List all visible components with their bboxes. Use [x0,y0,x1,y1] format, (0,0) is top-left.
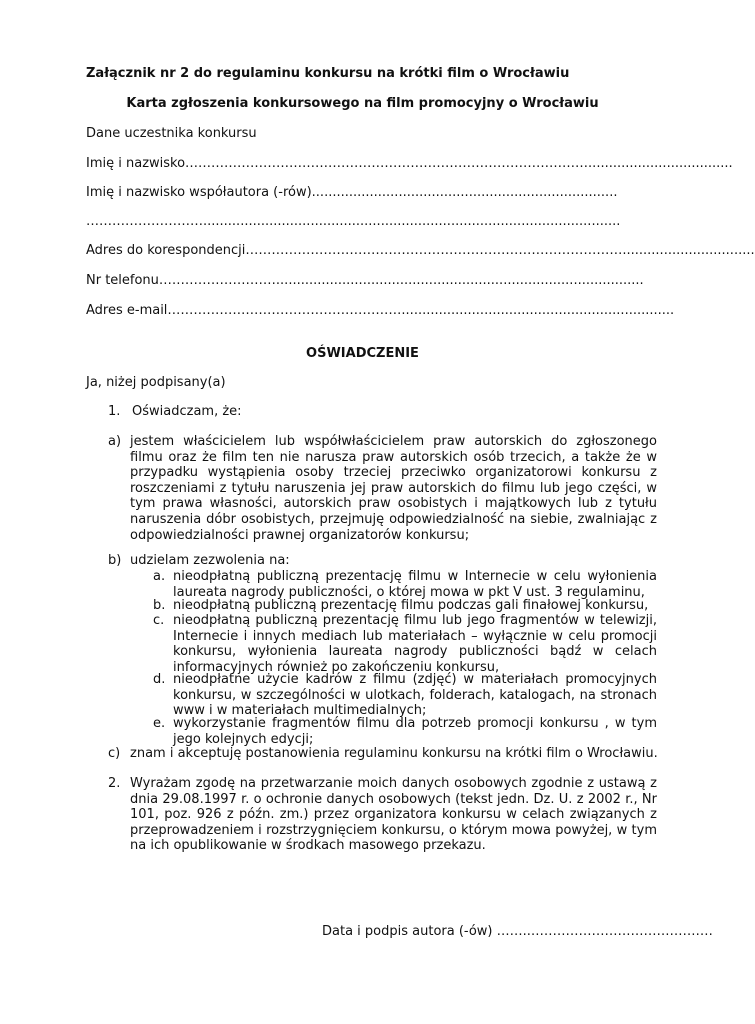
item-b-e-text: wykorzystanie fragmentów filmu dla potrzeb promocji konkursu , w tym jego kolejnych edycji; [173,716,657,747]
attachment-title: Załącznik nr 2 do regulaminu konkursu na krótki film o Wrocławiu [86,66,570,81]
item-a-label: a) [108,434,122,449]
item-b-d-label: d. [153,672,166,687]
item-1-number: 1. [108,404,121,419]
item-1-text: Oświadczam, że: [132,404,242,419]
item-b-c-text: nieodpłatną publiczną prezentację filmu lub jego fragmentów w telewizji, Internecie i innych mediach lub materiałach – wyłącznie w celu promocji konkursu, wyłonienia laureata nagrody publiczności bądź w celach informacyjnych również po zakończeniu konkursu, [173,613,657,675]
address-field[interactable]: Adres do korespondencji……………………………………………………………………………................................ [86,243,755,258]
item-b-d-text: nieodpłatne użycie kadrów z filmu (zdjęć) w materiałach promocyjnych konkursu, w szczególności w ulotkach, folderach, katalogach, na stronach www i w materiałach multimedialnych; [173,672,657,719]
item-a-text: jestem właścicielem lub współwłaścicielem praw autorskich do zgłoszonego filmu oraz że film ten nie narusza praw autorskich osób trzecich, a także że w przypadku wystąpienia osoby trzeciej przeciwko organizatorowi konkursu z roszczeniami z tytułu naruszenia jej praw autorskich do filmu lub jego części, w tym prawa własności, autorskich praw osobistych i majątkowych lub z tytułu naruszenia dóbr osobistych, przejmuję odpowiedzialność na siebie, zwalniając z odpowiedzialności prawnej organizatorów konkursu; [130,434,657,543]
form-title: Karta zgłoszenia konkursowego na film promocyjny o Wrocławiu [126,96,599,111]
item-b-b-label: b. [153,598,166,613]
participant-section-label: Dane uczestnika konkursu [86,126,257,141]
item-2-number: 2. [108,776,121,791]
item-b-a-label: a. [153,569,166,584]
item-2-text: Wyrażam zgodę na przetwarzanie moich danych osobowych zgodnie z ustawą z dnia 29.08.1997 r. o ochronie danych osobowych (tekst jedn. Dz. U. z 2002 r., Nr 101, poz. 926 z późn. zm.) przez organizatora konkursu w celach związanych z przeprowadzeniem i rozstrzygnięciem konkursu, o którym mowa powyżej, w tym na ich opublikowanie w środkach masowego przekazu. [130,776,657,854]
item-b-a-text: nieodpłatną publiczną prezentację filmu w Internecie w celu wyłonienia laureata nagrody publiczności, o której mowa w pkt V ust. 3 regulaminu, [173,569,657,600]
item-b-text: udzielam zezwolenia na: [130,553,290,568]
item-c-label: c) [108,746,121,761]
coauthor-field[interactable]: Imię i nazwisko współautora (-rów).......................................................................... [86,185,618,200]
item-b-e-label: e. [153,716,166,731]
coauthor-field-continuation[interactable]: ………………………..................................................................................................... [86,214,621,229]
declaration-title: OŚWIADCZENIE [306,346,419,361]
declaration-intro: Ja, niżej podpisany(a) [86,375,226,390]
signature-line[interactable]: Data i podpis autora (-ów) ……..…………………………………… [322,924,713,939]
email-field[interactable]: Adres e-mail……………………………………………….................................................................. [86,303,675,318]
phone-field[interactable]: Nr telefonu………………………......................................................................................... [86,273,644,288]
name-field[interactable]: Imię i nazwisko…………………………………………………………………………………................................... [86,156,733,171]
item-b-b-text: nieodpłatną publiczną prezentację filmu podczas gali finałowej konkursu, [173,598,649,613]
item-b-c-label: c. [153,613,165,628]
item-b-label: b) [108,553,122,568]
item-c-text: znam i akceptuję postanowienia regulaminu konkursu na krótki film o Wrocławiu. [130,746,658,761]
